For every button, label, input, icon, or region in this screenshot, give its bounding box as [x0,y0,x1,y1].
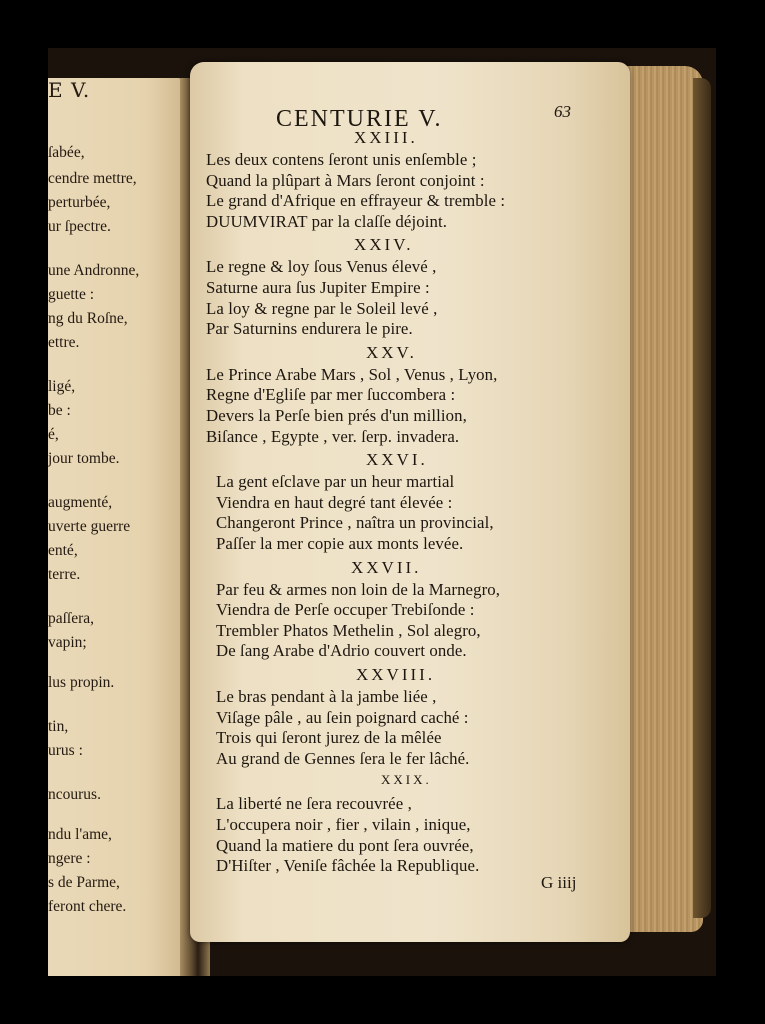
left-page-line: be : [48,402,71,419]
verse-line: Le grand d'Afrique en effrayeur & tremble : [206,191,506,211]
verse-line: Le Prince Arabe Mars , Sol , Venus , Lyon, [206,364,498,384]
left-page-line: jour tombe. [48,450,120,467]
left-page-line: enté, [48,542,78,559]
verse-line: Trois qui ſeront jurez de la mêlée [216,728,442,748]
left-page-line: une Andronne, [48,262,140,279]
verse-line: Le bras pendant à la jambe liée , [216,687,437,706]
left-page-line: guette : [48,286,95,303]
left-page-line: ſabée, [48,144,85,161]
signature-mark: G iiij [541,873,577,892]
verse-line: DUUMVIRAT par la claſſe déjoint. [206,211,448,231]
left-page-line: uverte guerre [48,518,131,535]
left-page [48,78,188,976]
verse-line: Viendra de Perſe occuper Trebiſonde : [216,600,475,620]
verse-line: Viendra en haut degré tant élevée : [216,492,453,512]
left-page-line: paſſera, [48,610,95,627]
left-running-head: E V. [48,78,91,102]
verse-line: Saturne aura ſus Jupiter Empire : [206,278,430,297]
quatrain-number: XXVI. [366,450,428,470]
left-page-line: tin, [48,718,69,735]
verse-line: Quand la matiere du pont ſera ouvrée, [216,835,474,855]
verse-line: Devers la Perſe bien prés d'un million, [206,406,467,425]
verse-line: Quand la plûpart à Mars ſeront conjoint : [206,170,485,190]
left-page-line: ur ſpectre. [48,218,111,235]
page-number: 63 [554,102,571,121]
left-page-line: é, [48,426,59,443]
verse-line: La loy & regne par le Soleil levé , [206,298,438,318]
cover-edge [693,78,711,918]
left-page-line: lus propin. [48,674,115,691]
verse-line: Regne d'Egliſe par mer ſuccombera : [206,385,456,405]
verse-line: De ſang Arabe d'Adrio couvert onde. [216,641,467,661]
verse-line: Au grand de Gennes ſera le fer lâché. [216,748,470,768]
left-page-line: terre. [48,566,81,583]
verse-line: La liberté ne ſera recouvrée , [216,794,412,814]
running-head: CENTURIE V. [276,106,443,132]
verse-line: Par Saturnins endurera le pire. [206,319,413,339]
verse-line: Les deux contens ſeront unis enſemble ; [206,150,477,169]
left-page-line: ligé, [48,378,76,395]
quatrain-number: XXVII. [351,557,422,577]
verse-line: Biſance , Egypte , ver. ſerp. invadera. [206,426,460,446]
verse-line: Le regne & loy ſous Venus élevé , [206,257,437,277]
quatrain-number: XXV. [366,342,417,362]
quatrain-number: XXIX. [381,772,432,788]
book-scan [48,48,716,976]
quatrain-number: XXVIII. [356,665,436,684]
left-page-line: s de Parme, [48,874,120,891]
left-page-line: perturbée, [48,194,111,211]
verse-line: L'occupera noir , fier , vilain , inique, [216,815,471,834]
left-page-line: feront chere. [48,898,127,915]
verse-line: Changeront Prince , naîtra un provincial, [216,513,494,533]
left-page-line: vapin; [48,634,87,651]
verse-line: Trembler Phatos Methelin , Sol alegro, [216,620,481,640]
quatrain-number: XXIV. [354,235,414,255]
left-page-line: augmenté, [48,494,113,511]
left-page-line: cendre mettre, [48,170,137,187]
page-block-edge [623,66,703,932]
verse-line: Viſage pâle , au ſein poignard caché : [216,707,469,727]
verse-line: Par feu & armes non loin de la Marnegro, [216,579,501,599]
quatrain-number: XXIII. [354,128,418,147]
verse-line: D'Hiſter , Veniſe fâchée la Republique. [216,856,480,876]
left-page-line: urus : [48,742,83,759]
verse-line: Paſſer la mer copie aux monts levée. [216,534,464,553]
verse-line: La gent eſclave par un heur martial [216,472,455,492]
left-page-line: ngere : [48,850,91,867]
left-page-line: ettre. [48,334,80,351]
left-page-line: ng du Roſne, [48,310,128,327]
left-page-line: ncourus. [48,786,101,803]
left-page-line: ndu l'ame, [48,826,112,843]
